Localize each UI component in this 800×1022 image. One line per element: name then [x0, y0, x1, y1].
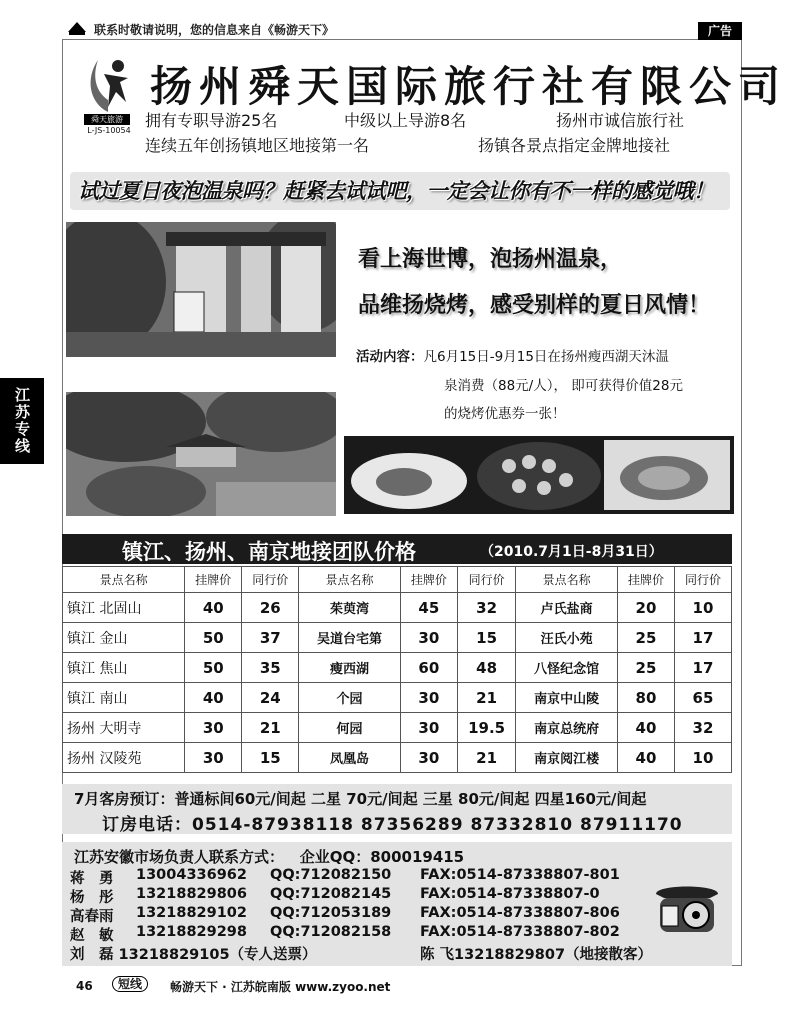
garden-landscape-photo [66, 392, 336, 516]
col-header: 同行价 [242, 567, 299, 593]
bbq-food-photos [344, 436, 734, 514]
list-price: 30 [400, 743, 457, 773]
list-price: 30 [400, 623, 457, 653]
price-table-title: 镇江、扬州、南京地接团队价格 [122, 540, 416, 564]
attraction-name: 汪氏小苑 [516, 623, 618, 653]
list-price: 40 [185, 593, 242, 623]
contact-name: 杨 彤 [70, 890, 114, 906]
contact-phone: 13218829102 [136, 905, 247, 921]
table-row [63, 593, 732, 623]
contact-fax: FAX:0514-87338807-801 [420, 867, 620, 883]
trade-price: 17 [674, 623, 731, 653]
list-price: 45 [400, 593, 457, 623]
trade-price: 26 [242, 593, 299, 623]
price-table-title-bar [62, 534, 732, 564]
contact-name: 高春雨 [70, 909, 114, 925]
list-price: 25 [617, 623, 674, 653]
feature-guides: 拥有专职导游25名 [145, 111, 278, 130]
list-price: 30 [185, 713, 242, 743]
attraction-name: 何园 [299, 713, 401, 743]
attraction-name: 卢氏盐商 [516, 593, 618, 623]
promo-headline-2: 品维扬烧烤，感受别样的夏日风情！ [358, 292, 711, 318]
contacts-title: 江苏安徽市场负责人联系方式： [74, 848, 285, 866]
trade-price: 24 [242, 683, 299, 713]
attraction-name: 凤凰岛 [299, 743, 401, 773]
contact-qq: QQ:712082158 [270, 924, 392, 940]
trade-price: 15 [242, 743, 299, 773]
attraction-name: 镇江 金山 [63, 623, 185, 653]
feature-senior-guides: 中级以上导游8名 [344, 111, 467, 130]
company-qq: 企业QQ：800019415 [299, 848, 465, 866]
table-row [63, 653, 732, 683]
col-header: 挂牌价 [617, 567, 674, 593]
price-table-period: （2010.7月1日-8月31日） [480, 544, 663, 560]
price-table [62, 566, 732, 773]
feature-ranking: 连续五年创扬镇地区地接第一名 [145, 136, 370, 155]
attraction-name: 南京总统府 [516, 713, 618, 743]
list-price: 30 [400, 683, 457, 713]
side-section-tab[interactable]: 江苏专线 [0, 378, 44, 464]
feature-gold: 扬镇各景点指定金牌地接社 [478, 136, 671, 155]
list-price: 30 [400, 713, 457, 743]
list-price: 25 [617, 653, 674, 683]
magazine-logo-icon [66, 20, 88, 36]
booking-phone: 订房电话：0514-87938118 87356289 87332810 87911170 [102, 815, 683, 835]
license-number: L-JS-10054 [87, 126, 131, 135]
activity-line-1 [356, 345, 669, 365]
attraction-name: 镇江 焦山 [63, 653, 185, 683]
list-price: 80 [617, 683, 674, 713]
trade-price: 10 [674, 743, 731, 773]
contact-qq: QQ:712082145 [270, 886, 392, 902]
table-row [63, 683, 732, 713]
attraction-name: 镇江 北固山 [63, 593, 185, 623]
attraction-name: 八怪纪念馆 [516, 653, 618, 683]
attraction-name: 镇江 南山 [63, 683, 185, 713]
col-header: 景点名称 [516, 567, 618, 593]
col-header: 挂牌价 [185, 567, 242, 593]
activity-text-2: 泉消费（88元/人）， 即可获得价值28元 [444, 378, 683, 394]
trade-price: 48 [457, 653, 516, 683]
contact-phone: 13218829806 [136, 886, 247, 902]
trade-price: 65 [674, 683, 731, 713]
table-row [63, 743, 732, 773]
trade-price: 21 [242, 713, 299, 743]
trade-price: 15 [457, 623, 516, 653]
attraction-name: 南京阅江楼 [516, 743, 618, 773]
list-price: 50 [185, 653, 242, 683]
contact-fax: FAX:0514-87338807-0 [420, 886, 600, 902]
table-row [63, 623, 732, 653]
contact-fax: FAX:0514-87338807-806 [420, 905, 620, 921]
room-booking-box [62, 784, 732, 834]
promo-headline-1: 看上海世博，泡扬州温泉， [358, 246, 623, 272]
trade-price: 21 [457, 743, 516, 773]
top-bar [62, 18, 742, 40]
trade-price: 17 [674, 653, 731, 683]
price-table-header-row [63, 567, 732, 593]
list-price: 40 [185, 683, 242, 713]
contact-name: 赵 敏 [70, 928, 114, 944]
attraction-name: 扬州 汉陵苑 [63, 743, 185, 773]
room-rates: 7月客房预订：普通标间60元/间起 二星 70元/间起 三星 80元/间起 四星160元/间起 [74, 790, 647, 808]
page-footer [62, 972, 462, 994]
contact-last-left: 刘 磊 13218829105（专人送票） [70, 947, 317, 963]
table-row [63, 713, 732, 743]
contact-name: 蒋 勇 [70, 871, 114, 887]
trade-price: 35 [242, 653, 299, 683]
contacts-header [74, 846, 464, 867]
col-header: 挂牌价 [400, 567, 457, 593]
page-number: 46 [76, 979, 93, 993]
attraction-name: 茱萸湾 [299, 593, 401, 623]
list-price: 20 [617, 593, 674, 623]
contact-last-right: 陈 飞13218829807（地接散客） [420, 947, 653, 963]
contact-qq: QQ:712082150 [270, 867, 392, 883]
company-logo-icon [78, 52, 138, 122]
source-notice: 联系时敬请说明，您的信息来自《畅游天下》 [94, 23, 335, 37]
list-price: 30 [185, 743, 242, 773]
list-price: 50 [185, 623, 242, 653]
activity-text-1: 凡6月15日-9月15日在扬州瘦西湖天沐温 [423, 349, 669, 365]
list-price: 40 [617, 743, 674, 773]
trade-price: 32 [457, 593, 516, 623]
trade-price: 19.5 [457, 713, 516, 743]
hot-spring-pavilion-photo [66, 222, 336, 357]
col-header: 同行价 [457, 567, 516, 593]
list-price: 60 [400, 653, 457, 683]
activity-label: 活动内容： [356, 349, 424, 365]
col-header: 同行价 [674, 567, 731, 593]
col-header: 景点名称 [63, 567, 185, 593]
section-badge: 短线 [112, 976, 148, 992]
footer-brand[interactable]: 畅游天下 · 江苏皖南版 www.zyoo.net [170, 980, 391, 994]
feature-integrity: 扬州市诚信旅行社 [556, 111, 685, 130]
contact-qq: QQ:712053189 [270, 905, 392, 921]
company-name: 扬州舜天国际旅行社有限公司 [150, 62, 788, 111]
contact-phone: 13218829298 [136, 924, 247, 940]
ad-tag: 广告 [698, 22, 742, 40]
trade-price: 37 [242, 623, 299, 653]
attraction-name: 扬州 大明寺 [63, 713, 185, 743]
trade-price: 21 [457, 683, 516, 713]
attraction-name: 吴道台宅第 [299, 623, 401, 653]
contact-phone: 13004336962 [136, 867, 247, 883]
hot-spring-slogan: 试过夏日夜泡温泉吗？赶紧去试试吧，一定会让你有不一样的感觉哦！ [70, 172, 730, 210]
logo-plate: 舜天旅游 [84, 114, 130, 125]
list-price: 40 [617, 713, 674, 743]
telephone-icon [652, 880, 722, 938]
contact-fax: FAX:0514-87338807-802 [420, 924, 620, 940]
activity-text-3: 的烧烤优惠券一张！ [444, 406, 566, 422]
attraction-name: 南京中山陵 [516, 683, 618, 713]
contacts-box [62, 842, 732, 966]
trade-price: 10 [674, 593, 731, 623]
attraction-name: 个园 [299, 683, 401, 713]
attraction-name: 瘦西湖 [299, 653, 401, 683]
trade-price: 32 [674, 713, 731, 743]
col-header: 景点名称 [299, 567, 401, 593]
